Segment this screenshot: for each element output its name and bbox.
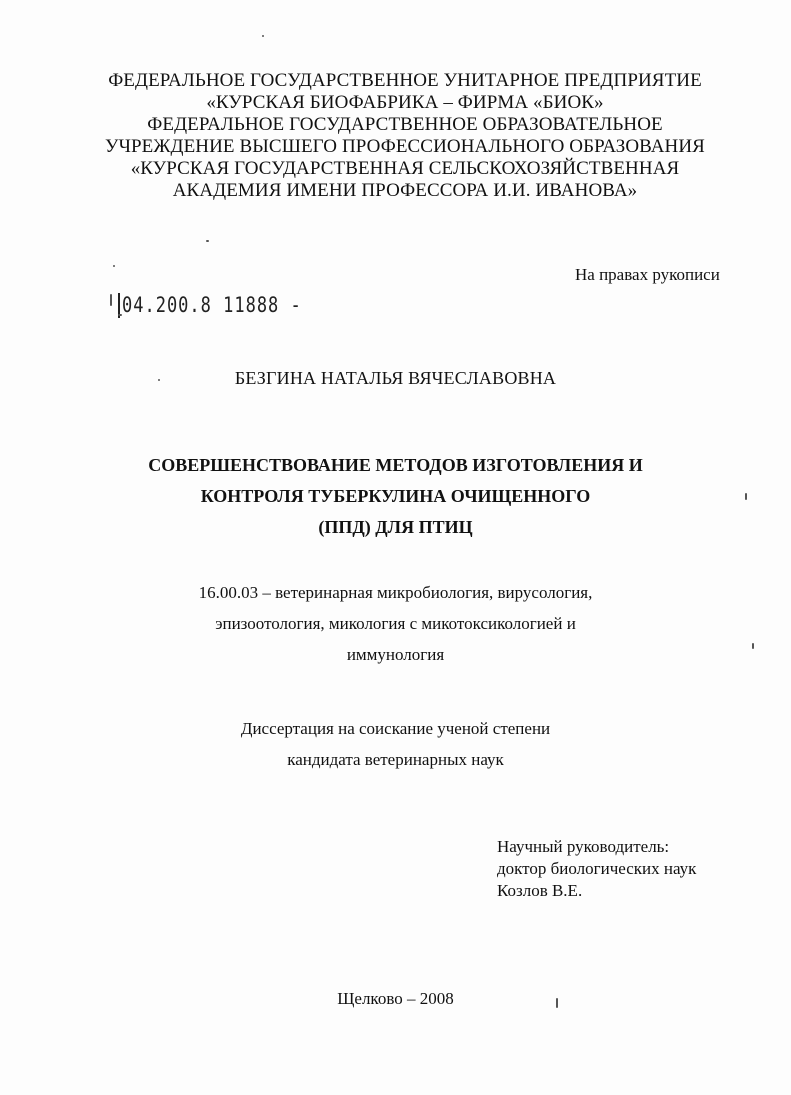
title-line: (ППД) ДЛЯ ПТИЦ bbox=[318, 517, 473, 537]
title-line: СОВЕРШЕНСТВОВАНИЕ МЕТОДОВ ИЗГОТОВЛЕНИЯ И bbox=[148, 455, 643, 475]
supervisor-line: Козлов В.Е. bbox=[497, 881, 583, 900]
scan-speck bbox=[113, 265, 115, 267]
scientific-supervisor bbox=[497, 836, 696, 902]
scan-speck bbox=[158, 379, 160, 381]
header-line: ФЕДЕРАЛЬНОЕ ГОСУДАРСТВЕННОЕ УНИТАРНОЕ ПРЕДПРИЯТИЕ bbox=[108, 70, 702, 91]
degree-line: кандидата ветеринарных наук bbox=[287, 750, 504, 769]
archive-stamp-number bbox=[118, 293, 302, 318]
archive-stamp-text: 04.200.8 11888 bbox=[122, 293, 280, 318]
dissertation-title bbox=[60, 450, 731, 543]
header-line: УЧРЕЖДЕНИЕ ВЫСШЕГО ПРОФЕССИОНАЛЬНОГО ОБРАЗОВАНИЯ bbox=[105, 136, 705, 157]
title-line: КОНТРОЛЯ ТУБЕРКУЛИНА ОЧИЩЕННОГО bbox=[200, 486, 591, 506]
city-year: Щелково – 2008 bbox=[337, 989, 454, 1008]
specialty-line: эпизоотология, микология с микотоксикологией и bbox=[215, 614, 576, 633]
institution-header bbox=[60, 70, 750, 202]
specialty-line: иммунология bbox=[346, 645, 445, 664]
scan-speck bbox=[206, 240, 209, 242]
scan-speck bbox=[262, 35, 264, 37]
manuscript-rights-note: На правах рукописи bbox=[575, 265, 720, 284]
scan-speck bbox=[745, 493, 747, 500]
stamp-dash: - bbox=[279, 293, 302, 318]
header-line: АКАДЕМИЯ ИМЕНИ ПРОФЕССОРА И.И. ИВАНОВА» bbox=[172, 180, 638, 201]
degree-statement bbox=[60, 713, 731, 775]
scan-speck bbox=[110, 294, 112, 306]
scan-speck bbox=[118, 314, 122, 316]
header-line: ФЕДЕРАЛЬНОЕ ГОСУДАРСТВЕННОЕ ОБРАЗОВАТЕЛЬНОЕ bbox=[147, 114, 663, 135]
header-line: «КУРСКАЯ ГОСУДАРСТВЕННАЯ СЕЛЬСКОХОЗЯЙСТВЕННАЯ bbox=[130, 158, 680, 179]
scan-speck bbox=[752, 643, 754, 649]
degree-line: Диссертация на соискание ученой степени bbox=[240, 719, 551, 738]
author-name: БЕЗГИНА НАТАЛЬЯ ВЯЧЕСЛАВОВНА bbox=[234, 368, 557, 388]
supervisor-line: доктор биологических наук bbox=[497, 859, 697, 878]
supervisor-line: Научный руководитель: bbox=[497, 837, 670, 856]
header-line: «КУРСКАЯ БИОФАБРИКА – ФИРМА «БИОК» bbox=[206, 92, 604, 113]
specialty-code bbox=[60, 577, 731, 670]
scan-speck bbox=[556, 998, 558, 1008]
specialty-line: 16.00.03 – ветеринарная микробиология, вирусология, bbox=[198, 583, 593, 602]
